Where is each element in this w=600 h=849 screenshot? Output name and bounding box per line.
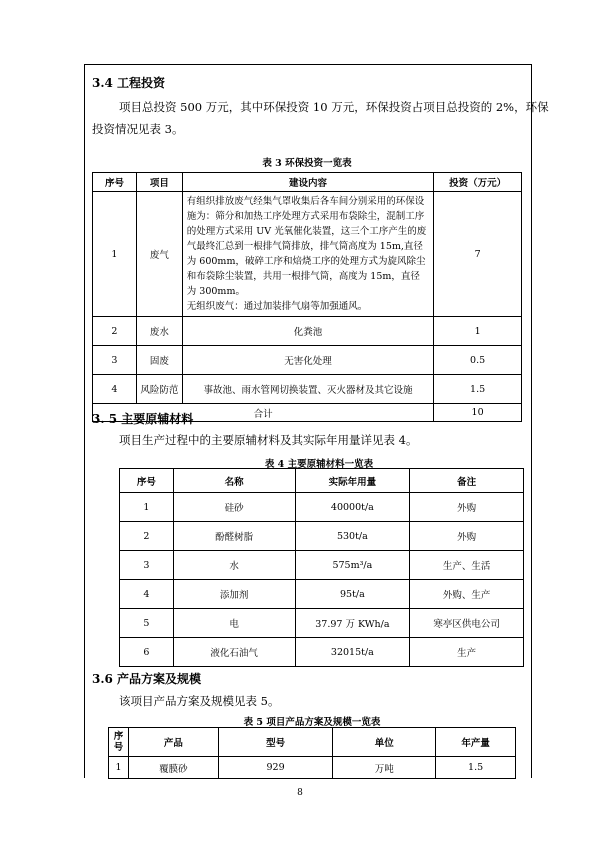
table-3-cell-no: 1 bbox=[93, 192, 137, 317]
table-3-cell-content: 事故池、雨水管网切换装置、灭火器材及其它设施 bbox=[182, 375, 433, 404]
table-5-caption: 表 5 项目产品方案及规模一览表 bbox=[243, 717, 381, 728]
table-4-header-note: 备注 bbox=[410, 469, 524, 493]
table-4-cell-usage: 37.97 万 KWh/a bbox=[295, 609, 410, 638]
table-4-cell-name: 添加剂 bbox=[173, 580, 295, 609]
table-4-cell-usage: 32015t/a bbox=[295, 638, 410, 667]
table-3-header-no: 序号 bbox=[93, 173, 137, 192]
table-row bbox=[120, 609, 524, 638]
table-4-header-row bbox=[120, 469, 524, 493]
table-4 bbox=[119, 468, 524, 667]
table-4-header-name: 名称 bbox=[173, 469, 295, 493]
table-row bbox=[120, 522, 524, 551]
table-3-header-item: 项目 bbox=[136, 173, 182, 192]
table-5-header-unit: 单位 bbox=[333, 728, 436, 757]
table-5-header-row bbox=[109, 728, 516, 757]
table-4-cell-note: 外购、生产 bbox=[410, 580, 524, 609]
table-5-cell-no: 1 bbox=[109, 757, 129, 779]
table-4-cell-usage: 95t/a bbox=[295, 580, 410, 609]
table-5-cell-product: 覆膜砂 bbox=[128, 757, 218, 779]
paragraph-3-4-line-1: 项目总投资 500 万元，其中环保投资 10 万元，环保投资占项目总投资的 2%，环保 bbox=[119, 100, 549, 114]
table-3-cell-invest: 1.5 bbox=[434, 375, 522, 404]
table-3-cell-no: 4 bbox=[93, 375, 137, 404]
table-3-cell-no: 3 bbox=[93, 346, 137, 375]
table-3-cell-invest: 1 bbox=[434, 317, 522, 346]
table-3-cell-item: 废气 bbox=[136, 192, 182, 317]
table-5-cell-output: 1.5 bbox=[436, 757, 516, 779]
table-row bbox=[93, 317, 522, 346]
table-4-cell-no: 5 bbox=[120, 609, 174, 638]
table-4-cell-note: 生产、生活 bbox=[410, 551, 524, 580]
table-5 bbox=[108, 727, 516, 779]
table-4-cell-note: 寒亭区供电公司 bbox=[410, 609, 524, 638]
table-4-header-no: 序号 bbox=[120, 469, 174, 493]
table-3-cell-content bbox=[182, 192, 433, 317]
section-heading-3-4: 3.4 工程投资 bbox=[92, 76, 166, 90]
page-number: 8 bbox=[297, 788, 303, 798]
table-row bbox=[93, 192, 522, 317]
table-3-cell-item: 风险防范 bbox=[136, 375, 182, 404]
table-3 bbox=[92, 172, 522, 422]
section-heading-3-5: 3. 5 主要原辅材料 bbox=[92, 412, 194, 426]
paragraph-3-4-line-2: 投资情况见表 3。 bbox=[92, 122, 184, 136]
table-3-cell-invest: 0.5 bbox=[434, 346, 522, 375]
table-4-cell-name: 电 bbox=[173, 609, 295, 638]
table-3-header-content: 建设内容 bbox=[182, 173, 433, 192]
table-row bbox=[120, 493, 524, 522]
table-4-cell-no: 1 bbox=[120, 493, 174, 522]
table-5-header-product: 产品 bbox=[128, 728, 218, 757]
table-row bbox=[109, 757, 516, 779]
table-4-cell-note: 外购 bbox=[410, 493, 524, 522]
table-5-cell-model: 929 bbox=[218, 757, 333, 779]
table-4-cell-no: 6 bbox=[120, 638, 174, 667]
table-4-cell-name: 酚醛树脂 bbox=[173, 522, 295, 551]
table-3-cell-invest: 7 bbox=[434, 192, 522, 317]
table-4-cell-no: 3 bbox=[120, 551, 174, 580]
table-3-content-unorganized: 无组织废气：通过加装排气扇等加强通风。 bbox=[186, 301, 368, 312]
table-4-cell-usage: 530t/a bbox=[295, 522, 410, 551]
table-4-cell-usage: 575m³/a bbox=[295, 551, 410, 580]
table-3-caption: 表 3 环保投资一览表 bbox=[262, 158, 352, 169]
table-3-content-organized: 有组织排放废气经集气罩收集后各车间分别采用的环保设施为：筛分和加热工序处理方式采用布袋除尘，混制工序的处理方式采用 UV 光氧催化装置，这三个工序产生的废气最终汇总到一根排气筒排放，排气筒高度为 15m,直径为 600mm，破碎工序和焙烧工序的处理方式为旋风除尘和布袋除尘装置，共用一根排气筒，高度为 15m，直径为 300mm。 bbox=[186, 196, 427, 297]
table-3-cell-no: 2 bbox=[93, 317, 137, 346]
table-3-header-invest: 投资（万元） bbox=[434, 173, 522, 192]
table-row bbox=[120, 638, 524, 667]
table-4-cell-no: 2 bbox=[120, 522, 174, 551]
table-4-header-usage: 实际年用量 bbox=[295, 469, 410, 493]
table-5-cell-unit: 万吨 bbox=[333, 757, 436, 779]
table-4-cell-note: 生产 bbox=[410, 638, 524, 667]
table-3-cell-content: 无害化处理 bbox=[182, 346, 433, 375]
table-row bbox=[120, 551, 524, 580]
paragraph-3-6: 该项目产品方案及规模见表 5。 bbox=[119, 694, 280, 708]
table-4-cell-name: 液化石油气 bbox=[173, 638, 295, 667]
table-5-header-no: 序号 bbox=[109, 728, 129, 757]
table-row bbox=[93, 346, 522, 375]
table-5-header-output: 年产量 bbox=[436, 728, 516, 757]
paragraph-3-5: 项目生产过程中的主要原辅材料及其实际年用量详见表 4。 bbox=[119, 433, 418, 447]
table-3-cell-item: 废水 bbox=[136, 317, 182, 346]
table-3-cell-content: 化粪池 bbox=[182, 317, 433, 346]
table-4-cell-usage: 40000t/a bbox=[295, 493, 410, 522]
table-4-cell-name: 水 bbox=[173, 551, 295, 580]
table-row bbox=[120, 580, 524, 609]
table-3-total-value: 10 bbox=[434, 404, 522, 422]
table-4-cell-no: 4 bbox=[120, 580, 174, 609]
table-4-cell-name: 硅砂 bbox=[173, 493, 295, 522]
table-5-header-model: 型号 bbox=[218, 728, 333, 757]
table-3-header-row bbox=[93, 173, 522, 192]
section-heading-3-6: 3.6 产品方案及规模 bbox=[92, 672, 202, 686]
table-3-cell-item: 固废 bbox=[136, 346, 182, 375]
table-4-cell-note: 外购 bbox=[410, 522, 524, 551]
table-row bbox=[93, 375, 522, 404]
table-3-total-label: 合计 bbox=[93, 404, 434, 422]
table-4-caption: 表 4 主要原辅材料一览表 bbox=[264, 459, 374, 470]
